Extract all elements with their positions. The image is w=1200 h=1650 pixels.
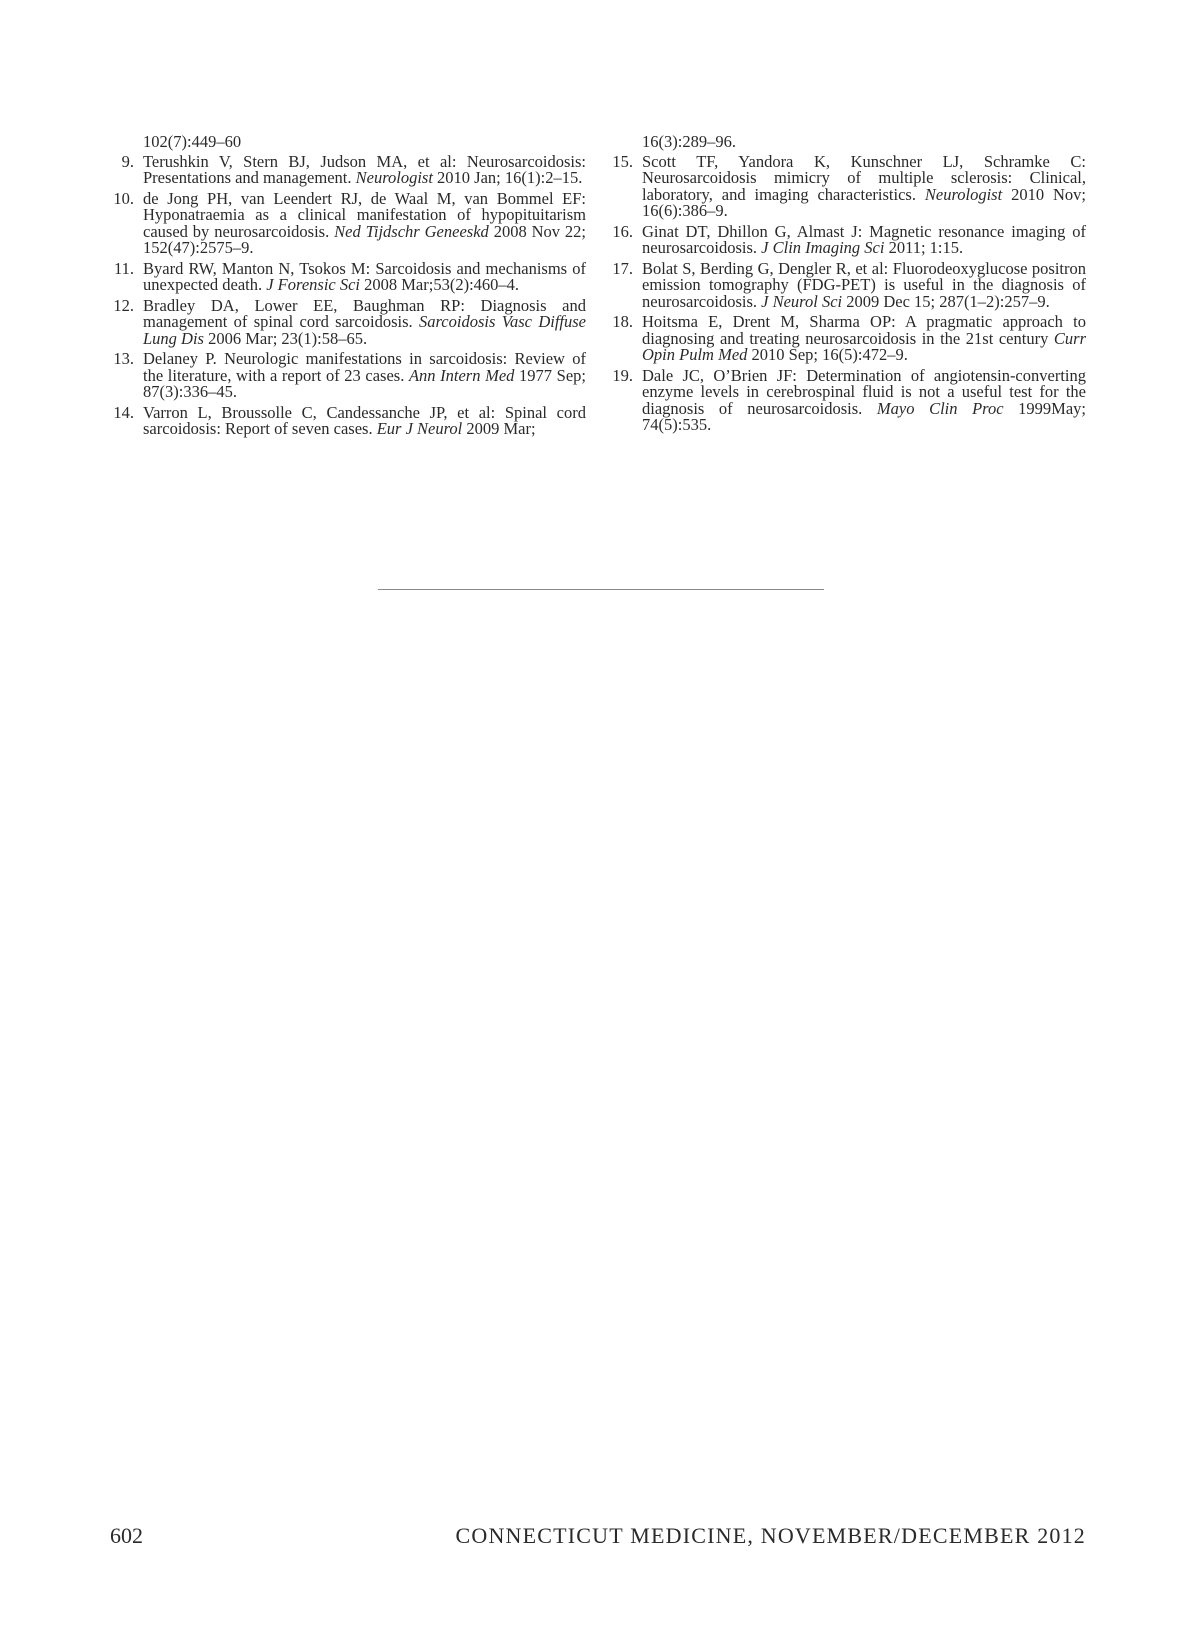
- reference-number: 14.: [113, 402, 134, 422]
- reference-number: 16.: [612, 221, 633, 241]
- reference-citation: de Jong PH, van Leendert RJ, de Waal M, van Bommel EF: Hyponatraemia as a clinical manifestation of hypopituitarism caused by neurosarcoidosis.: [143, 188, 586, 241]
- reference-text: [143, 258, 586, 294]
- reference-details: 2010 Jan; 16(1):2–15.: [432, 168, 583, 187]
- reference-citation: Dale JC, O’Brien JF: Determination of angiotensin-converting enzyme levels in cerebrospinal fluid is not a useful test for the diagnosis of neurosarcoidosis.: [642, 365, 1086, 418]
- reference-details: 2009 Dec 15; 287(1–2):257–9.: [842, 291, 1050, 311]
- reference-citation: Hoitsma E, Drent M, Sharma OP: A pragmatic approach to diagnosing and treating neurosarcoidosis in the 21st century: [642, 312, 1086, 348]
- section-divider: [378, 589, 824, 590]
- reference-number: 10.: [113, 188, 134, 208]
- reference-details: 1999May; 74(5):535.: [642, 398, 1086, 434]
- page-footer: [108, 1523, 1086, 1553]
- reference-details: 2010 Sep; 16(5):472–9.: [747, 345, 908, 364]
- reference-journal: Mayo Clin Proc: [876, 398, 1004, 418]
- reference-citation: Terushkin V, Stern BJ, Judson MA, et al: Neurosarcoidosis: Presentations and management.: [143, 151, 586, 187]
- reference-item: [607, 365, 1086, 434]
- reference-number: 18.: [612, 312, 633, 331]
- reference-number: 9.: [121, 151, 134, 171]
- reference-text: [642, 221, 1086, 257]
- reference-citation: Byard RW, Manton N, Tsokos M: Sarcoidosis and mechanisms of unexpected death.: [143, 258, 586, 294]
- reference-text: [143, 295, 586, 348]
- reference-citation: Scott TF, Yandora K, Kunschner LJ, Schramke C: Neurosarcoidosis mimicry of multiple sclerosis: Clinical, laboratory, and imaging characteristics.: [642, 151, 1086, 204]
- reference-journal: J Clin Imaging Sci: [761, 238, 885, 257]
- reference-details: 2011; 1:15.: [884, 238, 964, 257]
- reference-text: [642, 365, 1086, 434]
- journal-running-footer: CONNECTICUT MEDICINE, NOVEMBER/DECEMBER 2012: [455, 1523, 1086, 1548]
- reference-journal: Ned Tijdschr Geneeskd: [334, 221, 489, 241]
- reference-number: 13.: [113, 349, 134, 368]
- reference-details: 2008 Mar;53(2):460–4.: [360, 275, 520, 294]
- reference-item: [108, 295, 586, 348]
- reference-number: 17.: [612, 258, 633, 278]
- reference-number: 15.: [612, 151, 633, 171]
- reference-item: [607, 258, 1086, 311]
- reference-text: [143, 402, 586, 438]
- reference-journal: J Neurol Sci: [761, 291, 843, 311]
- reference-text: [642, 314, 1086, 364]
- reference-journal: Neurologist: [924, 184, 1003, 204]
- reference-details: 2008 Nov 22; 152(47):2575–9.: [143, 221, 587, 257]
- right-column: [607, 134, 1086, 438]
- reference-item: [607, 221, 1086, 257]
- reference-text: [143, 151, 586, 187]
- page-number: 602: [110, 1523, 143, 1548]
- reference-item: [607, 151, 1086, 220]
- reference-number: 11.: [113, 258, 134, 278]
- reference-number: 19.: [612, 365, 633, 385]
- left-column: [108, 134, 586, 442]
- reference-item: [607, 314, 1086, 364]
- reference-item: [108, 188, 587, 257]
- reference-text: [143, 188, 587, 257]
- reference-item: [108, 151, 586, 187]
- reference-citation: Bolat S, Berding G, Dengler R, et al: Fluorodeoxyglucose positron emission tomography (FDG-PET) is useful in the diagnosis of neurosarcoidosis.: [642, 258, 1086, 311]
- reference-item: [108, 402, 586, 438]
- reference-journal: Neurologist: [355, 168, 433, 187]
- reference-journal: Ann Intern Med: [408, 365, 515, 385]
- reference-details: 2009 Mar;: [462, 419, 536, 438]
- reference-text: [642, 258, 1086, 311]
- reference-details: 2010 Nov; 16(6):386–9.: [642, 184, 1086, 220]
- reference-citation: Ginat DT, Dhillon G, Almast J: Magnetic resonance imaging of neurosarcoidosis.: [642, 221, 1086, 257]
- reference-text: [642, 151, 1086, 220]
- reference-number: 12.: [113, 295, 134, 315]
- reference-text: [143, 351, 586, 401]
- reference-citation: Varron L, Broussolle C, Candessanche JP, et al: Spinal cord sarcoidosis: Report of seven cases.: [143, 402, 586, 438]
- reference-citation: Bradley DA, Lower EE, Baughman RP: Diagnosis and management of spinal cord sarcoidosis.: [143, 295, 586, 331]
- reference-item: [108, 258, 586, 294]
- reference-details: 2006 Mar; 23(1):58–65.: [203, 328, 368, 348]
- reference-journal: Curr Opin Pulm Med: [642, 328, 1086, 364]
- reference-continuation: 102(7):449–60: [143, 132, 242, 151]
- reference-citation: Delaney P. Neurologic manifestations in sarcoidosis: Review of the literature, with a report of 23 cases.: [143, 349, 586, 385]
- reference-item: [108, 351, 586, 401]
- reference-journal: Eur J Neurol: [376, 419, 463, 438]
- reference-journal: J Forensic Sci: [266, 275, 361, 294]
- reference-continuation: 16(3):289–96.: [642, 132, 736, 151]
- reference-details: 1977 Sep; 87(3):336–45.: [143, 365, 586, 401]
- reference-journal: Sarcoidosis Vasc Diffuse Lung Dis: [143, 312, 586, 348]
